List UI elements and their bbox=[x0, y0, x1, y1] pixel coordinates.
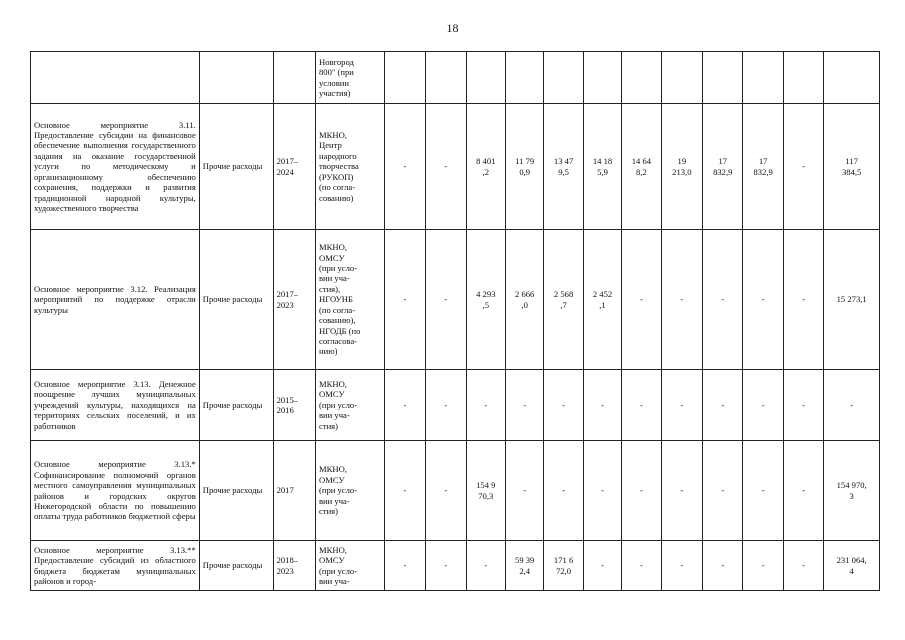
value-cell: 4 293 ,5 bbox=[466, 230, 505, 370]
value-cell: - bbox=[743, 541, 783, 591]
years-cell: 2017 bbox=[273, 441, 315, 541]
value-cell: - bbox=[426, 441, 466, 541]
value-cell bbox=[466, 52, 505, 104]
expense-type-cell: Прочие расходы bbox=[199, 104, 273, 230]
value-cell: - bbox=[783, 441, 823, 541]
value-cell: 17 832,9 bbox=[743, 104, 783, 230]
executor-cell: МКНО, ОМСУ (при усло- вии уча- стия) bbox=[316, 370, 385, 441]
value-cell: - bbox=[384, 441, 425, 541]
value-cell: - bbox=[661, 441, 702, 541]
value-cell: - bbox=[622, 230, 661, 370]
value-cell: - bbox=[783, 370, 823, 441]
activity-cell: Основное мероприятие 3.12. Реализация мероприятий по поддержке отрасли культуры bbox=[31, 230, 200, 370]
value-cell: - bbox=[505, 370, 543, 441]
value-cell: - bbox=[783, 230, 823, 370]
table-row bbox=[31, 370, 880, 441]
value-cell: 8 401 ,2 bbox=[466, 104, 505, 230]
expense-type-cell: Прочие расходы bbox=[199, 441, 273, 541]
expense-type-cell bbox=[199, 52, 273, 104]
value-cell bbox=[583, 52, 621, 104]
activity-cell: Основное мероприятие 3.13.** Предоставление субсидий из областного бюджета бюджетам муниципальных районов и город- bbox=[31, 541, 200, 591]
years-cell: 2017– 2024 bbox=[273, 104, 315, 230]
value-cell: 117 384,5 bbox=[824, 104, 880, 230]
table-row bbox=[31, 52, 880, 104]
page-number: 18 bbox=[446, 21, 459, 35]
value-cell: - bbox=[622, 541, 661, 591]
value-cell: 231 064, 4 bbox=[824, 541, 880, 591]
value-cell bbox=[544, 52, 583, 104]
years-cell: 2015– 2016 bbox=[273, 370, 315, 441]
value-cell: 154 9 70,3 bbox=[466, 441, 505, 541]
years-cell: 2017– 2023 bbox=[273, 230, 315, 370]
executor-cell: МКНО, ОМСУ (при усло- вии уча- bbox=[316, 541, 385, 591]
budget-table bbox=[30, 51, 880, 591]
value-cell bbox=[622, 52, 661, 104]
value-cell: - bbox=[661, 230, 702, 370]
value-cell: - bbox=[824, 370, 880, 441]
executor-cell: Новгород 800" (при условии участия) bbox=[316, 52, 385, 104]
value-cell: - bbox=[743, 230, 783, 370]
value-cell: - bbox=[384, 370, 425, 441]
value-cell: - bbox=[703, 230, 743, 370]
value-cell bbox=[384, 52, 425, 104]
value-cell: - bbox=[583, 541, 621, 591]
value-cell: - bbox=[466, 541, 505, 591]
value-cell: - bbox=[384, 104, 425, 230]
table-row bbox=[31, 541, 880, 591]
value-cell: 154 970, 3 bbox=[824, 441, 880, 541]
years-cell: 2018– 2023 bbox=[273, 541, 315, 591]
value-cell: - bbox=[743, 370, 783, 441]
expense-type-cell: Прочие расходы bbox=[199, 230, 273, 370]
value-cell bbox=[703, 52, 743, 104]
executor-cell: МКНО, Центр народного творчества (РУКОП) (по согла- сованию) bbox=[316, 104, 385, 230]
executor-cell: МКНО, ОМСУ (при усло- вии уча- стия), НГОУНБ (по согла- сованию), НГОДБ (по согласова- нию) bbox=[316, 230, 385, 370]
value-cell: - bbox=[426, 104, 466, 230]
table-row bbox=[31, 104, 880, 230]
value-cell: - bbox=[703, 441, 743, 541]
expense-type-cell: Прочие расходы bbox=[199, 370, 273, 441]
value-cell bbox=[743, 52, 783, 104]
years-cell bbox=[273, 52, 315, 104]
value-cell: - bbox=[622, 370, 661, 441]
value-cell: - bbox=[783, 104, 823, 230]
value-cell: - bbox=[384, 230, 425, 370]
value-cell: 59 39 2,4 bbox=[505, 541, 543, 591]
activity-cell: Основное мероприятие 3.11. Предоставление субсидии на финансовое обеспечение выполнения государственного задания на оказание государственной услуги по методическому и организационному обеспечению сохранения, поддержки и развития традиционной народной культуры, художественного творчества bbox=[31, 104, 200, 230]
activity-cell bbox=[31, 52, 200, 104]
value-cell: - bbox=[544, 370, 583, 441]
value-cell: - bbox=[583, 370, 621, 441]
value-cell: 11 79 0,9 bbox=[505, 104, 543, 230]
value-cell: - bbox=[426, 230, 466, 370]
expense-type-cell: Прочие расходы bbox=[199, 541, 273, 591]
value-cell: 19 213,0 bbox=[661, 104, 702, 230]
value-cell: - bbox=[505, 441, 543, 541]
value-cell: - bbox=[426, 541, 466, 591]
value-cell: - bbox=[703, 541, 743, 591]
value-cell bbox=[426, 52, 466, 104]
activity-cell: Основное мероприятие 3.13.* Софинансирование полномочий органов местного самоуправления муниципальных районов и городских округов Нижегородской области по повышению оплаты труда работников бюджетной сферы bbox=[31, 441, 200, 541]
value-cell bbox=[661, 52, 702, 104]
value-cell: - bbox=[661, 541, 702, 591]
value-cell: 2 568 ,7 bbox=[544, 230, 583, 370]
value-cell: 2 452 ,1 bbox=[583, 230, 621, 370]
value-cell: - bbox=[583, 441, 621, 541]
value-cell: - bbox=[622, 441, 661, 541]
value-cell bbox=[824, 52, 880, 104]
value-cell: - bbox=[466, 370, 505, 441]
table-row bbox=[31, 230, 880, 370]
value-cell: 17 832,9 bbox=[703, 104, 743, 230]
value-cell: 15 273,1 bbox=[824, 230, 880, 370]
activity-cell: Основное мероприятие 3.13. Денежное поощрение лучших муниципальных учреждений культуры, находящихся на территориях сельских поселений, и их работников bbox=[31, 370, 200, 441]
value-cell: 171 6 72,0 bbox=[544, 541, 583, 591]
value-cell: - bbox=[703, 370, 743, 441]
value-cell: - bbox=[384, 541, 425, 591]
table-row bbox=[31, 441, 880, 541]
executor-cell: МКНО, ОМСУ (при усло- вии уча- стия) bbox=[316, 441, 385, 541]
value-cell: - bbox=[783, 541, 823, 591]
value-cell: - bbox=[544, 441, 583, 541]
value-cell: 2 666 ,0 bbox=[505, 230, 543, 370]
value-cell bbox=[783, 52, 823, 104]
value-cell: - bbox=[743, 441, 783, 541]
value-cell bbox=[505, 52, 543, 104]
value-cell: 14 18 5,9 bbox=[583, 104, 621, 230]
value-cell: - bbox=[426, 370, 466, 441]
value-cell: - bbox=[661, 370, 702, 441]
value-cell: 14 64 8,2 bbox=[622, 104, 661, 230]
value-cell: 13 47 9,5 bbox=[544, 104, 583, 230]
